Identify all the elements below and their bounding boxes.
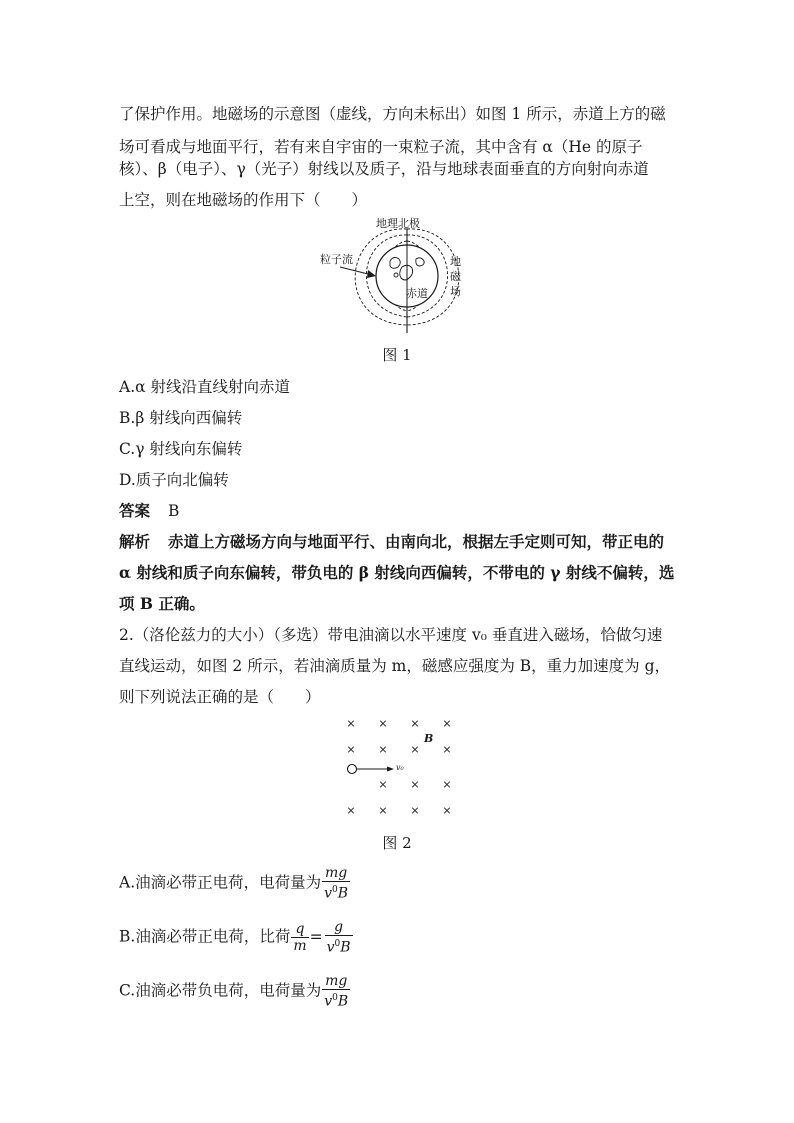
fraction-numerator: q <box>291 922 308 938</box>
field-mark-into-page: × <box>410 717 420 730</box>
field-mark-into-page: × <box>410 778 420 791</box>
label-B: B <box>424 732 434 745</box>
answer-label: 答案 <box>119 501 151 520</box>
field-mark-into-page: × <box>442 743 452 756</box>
label-field-char-2: 磁 <box>450 270 461 283</box>
analysis-label: 解析 <box>119 532 151 551</box>
figure-1-caption: 图 1 <box>382 346 412 364</box>
analysis-text-1: 赤道上方磁场方向与地面平行、由南向北，根据左手定则可知，带正电的 <box>168 532 665 551</box>
figure-2-caption: 图 2 <box>382 834 412 852</box>
fraction-denominator: $v^0B$ <box>324 885 349 902</box>
q2-stem-line-1: 2.（洛伦兹力的大小）（多选）带电油滴以水平速度 v₀ 垂直进入磁场，恰做匀速 <box>119 626 663 644</box>
field-mark-into-page: × <box>442 778 452 791</box>
field-mark-into-page: × <box>346 717 356 730</box>
q2-option-b-rhs-fraction <box>325 920 353 955</box>
fraction-numerator: mg <box>322 866 350 882</box>
q2-stem-line-3: 则下列说法正确的是（ ） <box>119 688 321 706</box>
q2-option-a-text: A.油滴必带正电荷，电荷量为 <box>119 873 322 892</box>
q1-stem-line-4: 上空，则在地磁场的作用下（ ） <box>119 191 368 209</box>
q2-option-c-fraction <box>322 974 350 1009</box>
fraction-numerator: mg <box>322 974 350 990</box>
q2-option-c <box>119 974 679 1009</box>
field-mark-into-page: × <box>378 717 388 730</box>
field-mark-into-page: × <box>346 804 356 817</box>
q1-stem-line-2: 场可看成与地面平行，若有来自宇宙的一束粒子流，其中含有 α（He 的原子 <box>119 138 643 156</box>
fraction-denominator: $v^0B$ <box>326 939 351 956</box>
field-mark-into-page: × <box>442 804 452 817</box>
q2-option-c-text: C.油滴必带负电荷，电荷量为 <box>119 981 322 1000</box>
field-mark-into-page: × <box>410 804 420 817</box>
label-field-char-3: 场 <box>450 285 461 298</box>
q1-answer <box>119 500 679 522</box>
field-mark-into-page: × <box>378 804 388 817</box>
label-v0: v₀ <box>396 763 404 772</box>
q2-option-b-text: B.油滴必带正电荷，比荷 <box>119 927 291 946</box>
q2-option-a-fraction <box>322 866 350 901</box>
label-field-char-1: 地 <box>450 255 461 268</box>
q1-stem-line-3: 核）、β（电子）、γ（光子）射线以及质子，沿与地球表面垂直的方向射向赤道 <box>119 160 649 178</box>
q1-option-d: D.质子向北偏转 <box>119 471 229 489</box>
oil-drop <box>348 765 357 774</box>
fraction-numerator: g <box>325 920 353 936</box>
q1-option-a: A.α 射线沿直线射向赤道 <box>119 378 291 396</box>
q2-stem-line-2: 直线运动，如图 2 所示，若油滴质量为 m，磁感应强度为 B，重力加速度为 g， <box>119 657 671 675</box>
figure-1-earth-magnetic-field <box>318 215 478 335</box>
q1-option-b: B.β 射线向西偏转 <box>119 409 243 427</box>
fraction-denominator: m <box>293 937 307 954</box>
q1-analysis-line-2: α 射线和质子向东偏转，带负电的 β 射线向西偏转，不带电的 γ 射线不偏转，选 <box>119 563 675 582</box>
label-equator: 赤道 <box>406 287 428 300</box>
equals-sign: = <box>309 928 323 947</box>
figure-2-magnetic-field-grid <box>338 712 460 824</box>
label-geographic-north: 地理北极 <box>376 217 420 230</box>
field-mark-into-page: × <box>378 743 388 756</box>
q1-option-c: C.γ 射线向东偏转 <box>119 440 243 458</box>
field-mark-into-page: × <box>378 778 388 791</box>
label-particle-stream: 粒子流 <box>320 253 353 266</box>
q2-option-a <box>119 866 679 901</box>
q1-analysis-line-1 <box>119 531 679 553</box>
answer-value: B <box>168 502 180 520</box>
q1-analysis-line-3: 项 B 正确。 <box>119 594 205 613</box>
q1-stem-line-1: 了保护作用。地磁场的示意图（虚线，方向未标出）如图 1 所示，赤道上方的磁 <box>119 105 666 123</box>
q2-option-b <box>119 920 679 955</box>
fraction-denominator: $v^0B$ <box>324 993 349 1010</box>
field-mark-into-page: × <box>410 743 420 756</box>
q2-option-b-lhs-fraction <box>291 922 308 953</box>
field-mark-into-page: × <box>442 717 452 730</box>
field-mark-into-page: × <box>346 743 356 756</box>
